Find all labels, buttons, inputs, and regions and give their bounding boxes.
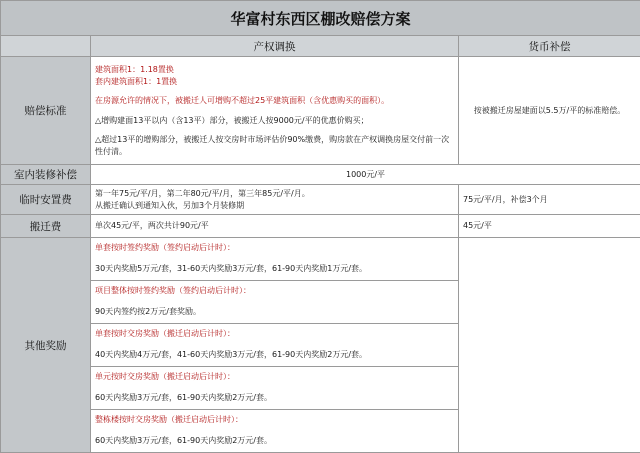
rewards-content bbox=[91, 238, 459, 453]
moving-monetary: 45元/平 bbox=[459, 215, 640, 238]
moving-property-swap: 单次45元/平，两次共计90元/平 bbox=[91, 215, 459, 238]
header-blank bbox=[1, 36, 91, 57]
standard-line-3: 在房源允许的情况下，被搬迁人可增购不超过25平建筑面积（含优惠购买的面积）。 bbox=[95, 95, 454, 107]
rewards-row bbox=[1, 238, 640, 453]
temporary-line-2: 从搬迁确认到通知入伙，另加3个月装修期 bbox=[95, 200, 454, 212]
reward-title: 项目整体按时签约奖励（签约启动后计时）： bbox=[91, 281, 458, 299]
reward-text: 60天内奖励3万元/套，61-90天内奖励2万元/套。 bbox=[91, 428, 458, 452]
standard-line-4: △增购建面13平以内（含13平）部分，被搬迁人按9000元/平的优惠价购买； bbox=[95, 115, 454, 127]
reward-text: 60天内奖励3万元/套，61-90天内奖励2万元/套。 bbox=[91, 385, 458, 409]
header-property-swap: 产权调换 bbox=[91, 36, 459, 57]
compensation-standard-row bbox=[1, 57, 640, 165]
reward-text: 30天内奖励5万元/套，31-60天内奖励3万元/套，61-90天内奖励1万元/套。 bbox=[91, 256, 458, 280]
reward-title: 单元按时交房奖励（搬迁启动后计时）： bbox=[91, 367, 458, 385]
compensation-standard-property-swap bbox=[91, 57, 459, 165]
reward-title: 单套按时签约奖励（签约启动后计时）： bbox=[91, 238, 458, 256]
row-label-decoration: 室内装修补偿 bbox=[1, 165, 91, 185]
header-monetary: 货币补偿 bbox=[459, 36, 640, 57]
standard-line-5: △超过13平的增购部分，被搬迁人按交房时市场评估价90%缴费，购房款在产权调换房屋交付前一次性付清。 bbox=[95, 134, 454, 157]
row-label-compensation-standard: 赔偿标准 bbox=[1, 57, 91, 165]
row-label-rewards: 其他奖励 bbox=[1, 238, 91, 453]
rewards-monetary-blank bbox=[459, 238, 640, 453]
table-title: 华富村东西区棚改赔偿方案 bbox=[1, 1, 640, 36]
reward-item bbox=[91, 238, 458, 281]
temporary-property-swap bbox=[91, 185, 459, 215]
moving-row bbox=[1, 215, 640, 238]
reward-text: 90天内签约按2万元/套奖励。 bbox=[91, 299, 458, 323]
row-label-temporary: 临时安置费 bbox=[1, 185, 91, 215]
reward-title: 单套按时交房奖励（搬迁启动后计时）： bbox=[91, 324, 458, 342]
reward-item bbox=[91, 367, 458, 410]
temporary-monetary: 75元/平/月，补偿3个月 bbox=[459, 185, 640, 215]
reward-text: 40天内奖励4万元/套，41-60天内奖励3万元/套，61-90天内奖励2万元/套。 bbox=[91, 342, 458, 366]
reward-item bbox=[91, 281, 458, 324]
reward-item bbox=[91, 324, 458, 367]
reward-title: 整栋楼按时交房奖励（搬迁启动后计时）： bbox=[91, 410, 458, 428]
header-row bbox=[1, 36, 640, 57]
decoration-row bbox=[1, 165, 640, 185]
standard-line-1: 建筑面积1：1.18置换 bbox=[95, 64, 454, 76]
temporary-line-1: 第一年75元/平/月，第二年80元/平/月，第三年85元/平/月。 bbox=[95, 188, 454, 200]
row-label-moving: 搬迁费 bbox=[1, 215, 91, 238]
title-row bbox=[1, 1, 640, 36]
compensation-standard-monetary: 按被搬迁房屋建面以5.5万/平的标准赔偿。 bbox=[459, 57, 640, 165]
standard-line-2: 套内建筑面积1：1置换 bbox=[95, 76, 454, 88]
temporary-row bbox=[1, 185, 640, 215]
reward-item bbox=[91, 410, 458, 452]
decoration-value: 1000元/平 bbox=[91, 165, 640, 185]
